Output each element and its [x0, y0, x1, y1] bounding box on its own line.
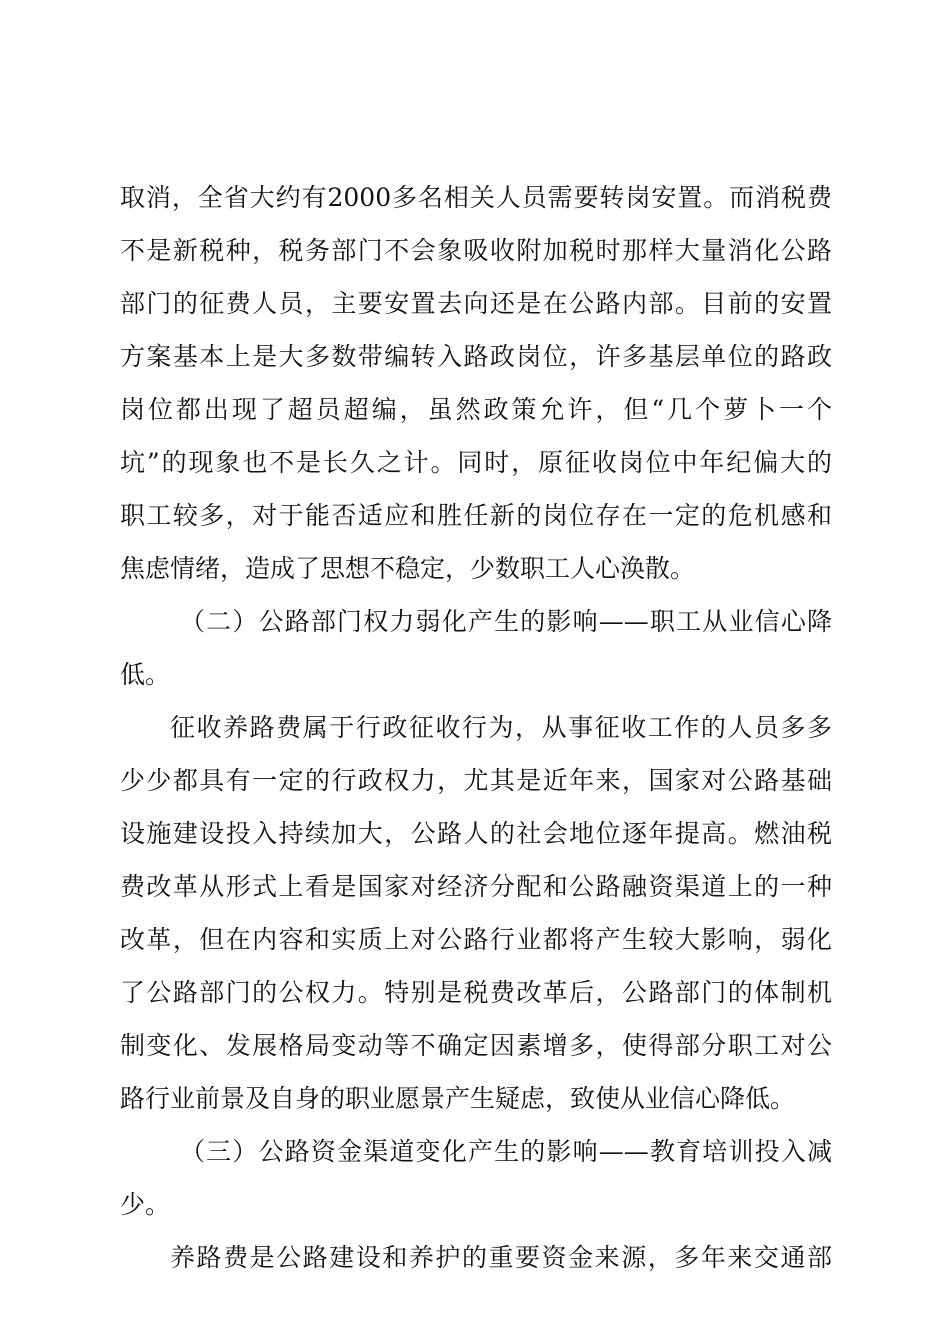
section-heading-2: （二）公路部门权力弱化产生的影响——职工从业信心降 [180, 607, 832, 636]
paragraph-line-6: 坑”的现象也不是长久之计。同时，原征收岗位中年纪偏大的 [120, 448, 832, 477]
paragraph-line-16: 了公路部门的公权力。特别是税费改革后，公路部门的体制机 [120, 978, 832, 1007]
paragraph-line-13: 设施建设投入持续加大，公路人的社会地位逐年提高。燃油税 [120, 819, 832, 848]
paragraph-line-21: 养路费是公路建设和养护的重要资金来源，多年来交通部 [170, 1243, 832, 1272]
paragraph-line-7: 职工较多，对于能否适应和胜任新的岗位存在一定的危机感和 [120, 501, 832, 530]
paragraph-line-8: 焦虑情绪，造成了思想不稳定，少数职工人心涣散。 [120, 554, 696, 583]
paragraph-line-1: 取消，全省大约有2000多名相关人员需要转岗安置。而消税费 [120, 183, 832, 212]
paragraph-line-17: 制变化、发展格局变动等不确定因素增多，使得部分职工对公 [120, 1031, 832, 1060]
paragraph-line-14: 费改革从形式上看是国家对经济分配和公路融资渠道上的一种 [120, 872, 832, 901]
paragraph-line-3: 部门的征费人员，主要安置去向还是在公路内部。目前的安置 [120, 289, 832, 318]
section-heading-3-cont: 少。 [120, 1190, 171, 1219]
paragraph-line-5: 岗位都出现了超员超编，虽然政策允许，但“几个萝卜一个 [120, 395, 832, 424]
paragraph-line-11: 征收养路费属于行政征收行为，从事征收工作的人员多多 [170, 713, 832, 742]
paragraph-line-12: 少少都具有一定的行政权力，尤其是近年来，国家对公路基础 [120, 766, 832, 795]
paragraph-line-18: 路行业前景及自身的职业愿景产生疑虑，致使从业信心降低。 [120, 1084, 796, 1113]
section-heading-3: （三）公路资金渠道变化产生的影响——教育培训投入减 [180, 1137, 832, 1166]
paragraph-line-15: 改革，但在内容和实质上对公路行业都将产生较大影响，弱化 [120, 925, 832, 954]
paragraph-line-4: 方案基本上是大多数带编转入路政岗位，许多基层单位的路政 [120, 342, 832, 371]
section-heading-2-cont: 低。 [120, 660, 171, 689]
paragraph-line-2: 不是新税种，税务部门不会象吸收附加税时那样大量消化公路 [120, 236, 832, 265]
